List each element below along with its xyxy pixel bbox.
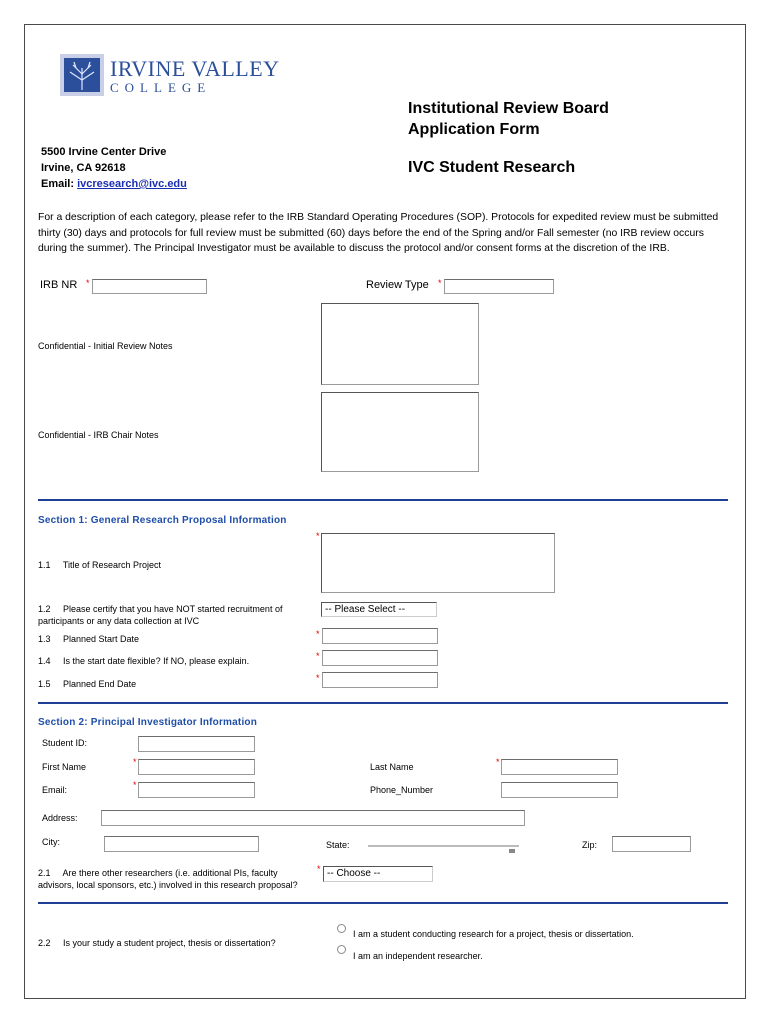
phone-label: Phone_Number bbox=[370, 785, 434, 795]
irb-nr-label: IRB NR bbox=[40, 279, 78, 291]
irb-nr-input[interactable] bbox=[92, 279, 207, 294]
email-label: Email: bbox=[41, 178, 75, 190]
logo-text-line2: COLLEGE bbox=[110, 80, 212, 95]
city-label: City: bbox=[42, 837, 60, 847]
form-title-line1: Institutional Review Board bbox=[408, 100, 609, 117]
planned-start-date-input[interactable] bbox=[322, 628, 438, 644]
independent-researcher-radio[interactable] bbox=[337, 945, 346, 954]
last-name-label: Last Name bbox=[370, 762, 414, 772]
initial-review-notes-label: Confidential - Initial Review Notes bbox=[38, 341, 173, 351]
student-research-radio[interactable] bbox=[337, 924, 346, 933]
student-research-option-label: I am a student conducting research for a project, thesis or dissertation. bbox=[353, 929, 634, 939]
q1-5-label: 1.5 Planned End Date bbox=[38, 679, 137, 689]
first-name-required-mark: * bbox=[133, 757, 137, 767]
independent-researcher-option-label: I am an independent researcher. bbox=[353, 951, 483, 961]
chair-notes-label: Confidential - IRB Chair Notes bbox=[38, 430, 159, 440]
irb-nr-required-mark: * bbox=[86, 278, 90, 288]
email-link[interactable]: ivcresearch@ivc.edu bbox=[77, 178, 187, 190]
first-name-label: First Name bbox=[42, 762, 87, 772]
last-name-input[interactable] bbox=[501, 759, 618, 775]
q1-3-required-mark: * bbox=[316, 629, 320, 639]
chair-notes-textarea[interactable] bbox=[321, 392, 479, 472]
email-field[interactable] bbox=[138, 782, 255, 798]
q2-2-label: 2.2 Is your study a student project, thesis or dissertation? bbox=[38, 938, 276, 948]
address-input[interactable] bbox=[101, 810, 525, 826]
section1-divider bbox=[38, 499, 728, 501]
q1-4-required-mark: * bbox=[316, 651, 320, 661]
review-type-required-mark: * bbox=[438, 278, 442, 288]
certify-select[interactable]: -- Please Select -- bbox=[321, 602, 437, 617]
q2-1-label: 2.1 Are there other researchers (i.e. additional PIs, faculty advisors, local sponsors, etc.) involved in this research proposal? bbox=[38, 868, 298, 890]
review-type-input[interactable] bbox=[444, 279, 554, 294]
state-label: State: bbox=[326, 840, 350, 850]
form-title-line2: Application Form bbox=[408, 121, 540, 138]
contact-email bbox=[41, 178, 187, 190]
section1-title: Section 1: General Research Proposal Information bbox=[38, 515, 287, 526]
email-field-label: Email: bbox=[42, 785, 68, 795]
state-select-arrow-icon bbox=[509, 849, 515, 853]
q1-5-required-mark: * bbox=[316, 673, 320, 683]
section2-title: Section 2: Principal Investigator Information bbox=[38, 717, 258, 728]
review-type-label: Review Type bbox=[366, 279, 429, 291]
form-subtitle: IVC Student Research bbox=[408, 159, 576, 176]
email-required-mark: * bbox=[133, 780, 137, 790]
student-id-label: Student ID: bbox=[42, 738, 88, 748]
intro-paragraph: For a description of each category, please refer to the IRB Standard Operating Procedures (SOP). Protocols for expedited review must be submitted thirty (30) days and protocols for full review must be submitted (60) days before the end of the Spring and/or Fall semester (no IRB review occurs during the summer). The Principal Investigator must be available to discuss the protocol and/or consent forms at the discretion of the IRB. bbox=[38, 212, 719, 254]
other-researchers-select[interactable]: -- Choose -- bbox=[323, 866, 433, 882]
address-line2: Irvine, CA 92618 bbox=[41, 162, 126, 174]
phone-input[interactable] bbox=[501, 782, 618, 798]
address-label: Address: bbox=[42, 813, 78, 823]
last-name-required-mark: * bbox=[496, 757, 500, 767]
q2-1-required-mark: * bbox=[317, 864, 321, 874]
q1-4-label: 1.4 Is the start date flexible? If NO, please explain. bbox=[38, 656, 250, 666]
student-id-input[interactable] bbox=[138, 736, 255, 752]
initial-review-notes-textarea[interactable] bbox=[321, 303, 479, 385]
research-title-textarea[interactable] bbox=[321, 533, 555, 593]
state-select[interactable] bbox=[368, 843, 519, 855]
q1-3-label: 1.3 Planned Start Date bbox=[38, 634, 140, 644]
logo-emblem-icon bbox=[60, 54, 104, 96]
first-name-input[interactable] bbox=[138, 759, 255, 775]
section2-bottom-divider bbox=[38, 902, 728, 904]
q1-1-label: 1.1 Title of Research Project bbox=[38, 560, 162, 570]
city-input[interactable] bbox=[104, 836, 259, 852]
q1-1-required-mark: * bbox=[316, 531, 320, 541]
zip-input[interactable] bbox=[612, 836, 691, 852]
zip-label: Zip: bbox=[582, 840, 598, 850]
q1-2-label: 1.2 Please certify that you have NOT started recruitment of participants or any data collection at IVC bbox=[38, 604, 285, 626]
start-date-flexible-input[interactable] bbox=[322, 650, 438, 666]
planned-end-date-input[interactable] bbox=[322, 672, 438, 688]
logo-text-line1: IRVINE VALLEY bbox=[110, 56, 280, 81]
section2-divider bbox=[38, 702, 728, 704]
college-logo bbox=[60, 54, 280, 104]
address-line1: 5500 Irvine Center Drive bbox=[41, 146, 167, 158]
